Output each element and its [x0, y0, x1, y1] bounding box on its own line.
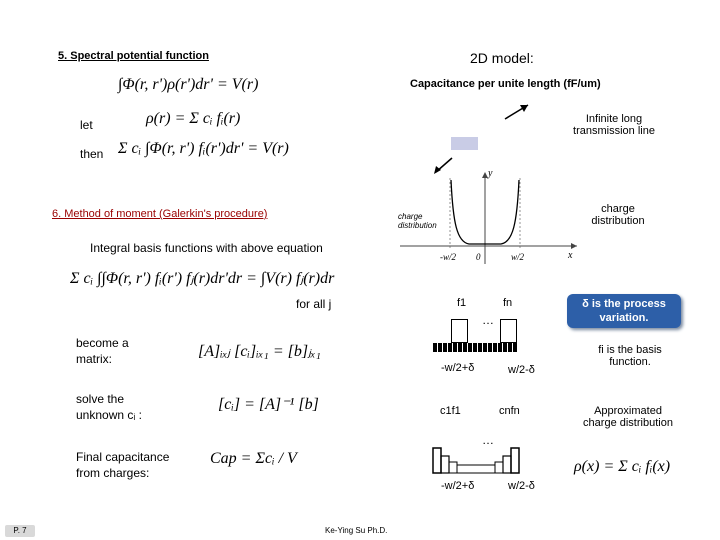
ellipsis-top: … — [482, 313, 494, 327]
ellipsis-bottom: … — [482, 433, 494, 447]
section6-title: 6. Method of moment (Galerkin's procedure) — [52, 208, 268, 220]
model-title: 2D model: — [470, 50, 534, 66]
basis-strip-segments — [433, 343, 518, 352]
galerkin-equation: Σ cᵢ ∫∫Φ(r, r') fᵢ(r') fⱼ(r)dr'dr = ∫V(r) fⱼ(r)dr — [70, 270, 335, 287]
rho-equation: ρ(x) = Σ cᵢ fᵢ(x) — [574, 458, 671, 475]
matrix-label: become a matrix: — [76, 336, 129, 366]
potential-equation: ∫Φ(r, r')ρ(r')dr' = V(r) — [118, 76, 259, 93]
capacitance-equation: Cap = Σcᵢ / V — [210, 450, 297, 467]
fn-label: fn — [503, 297, 513, 309]
cnfn-label: cnfn — [499, 405, 520, 417]
plot-x-label: x — [568, 250, 573, 261]
then-equation: Σ cᵢ ∫Φ(r, r') fᵢ(r')dr' = V(r) — [118, 140, 289, 157]
plot-right-tick: w/2 — [511, 252, 525, 262]
galerkin-intro: Integral basis functions with above equation — [90, 241, 323, 255]
plot-y-label: y — [488, 168, 493, 179]
matrix-equation: [A]ᵢₓⱼ [cᵢ]ᵢₓ₁ = [b]ⱼₓ₁ — [198, 343, 321, 360]
let-equation: ρ(r) = Σ cᵢ fᵢ(r) — [146, 110, 241, 127]
capacitance-label: Capacitance per unite length (fF/um) — [410, 78, 601, 90]
left-position-label: -w/2+δ — [441, 362, 475, 374]
page-number: P. 7 — [5, 525, 35, 537]
plot-left-tick: -w/2 — [440, 252, 457, 262]
approx-charge-bars — [430, 440, 522, 476]
left-position-label-2: -w/2+δ — [441, 480, 475, 492]
plot-inset-label: charge distribution — [398, 212, 437, 230]
right-position-label-2: w/2-δ — [508, 480, 535, 492]
c1f1-label: c1f1 — [440, 405, 461, 417]
then-label: then — [80, 147, 104, 161]
transmission-line-label: Infinite long transmission line — [573, 113, 655, 137]
let-label: let — [80, 118, 93, 132]
author-label: Ke-Ying Su Ph.D. — [325, 526, 388, 535]
basis-slot-n — [500, 319, 517, 343]
final-capacitance-label: Final capacitance from charges: — [76, 450, 170, 480]
solve-label: solve the unknown cᵢ : — [76, 392, 142, 422]
f1-label: f1 — [457, 297, 467, 309]
charge-distribution-label: charge distribution — [591, 203, 645, 227]
basis-function-note: fi is the basis function. — [598, 344, 662, 368]
plot-origin-tick: 0 — [476, 252, 481, 262]
delta-note-box: δ is the process variation. — [567, 294, 681, 328]
section5-title: 5. Spectral potential function — [58, 50, 209, 62]
for-all-j-label: for all j — [296, 297, 332, 311]
right-position-label: w/2-δ — [508, 364, 535, 376]
basis-slot-1 — [451, 319, 468, 343]
solve-equation: [cᵢ] = [A]⁻¹ [b] — [218, 396, 319, 413]
approx-charge-note: Approximated charge distribution — [583, 405, 673, 429]
